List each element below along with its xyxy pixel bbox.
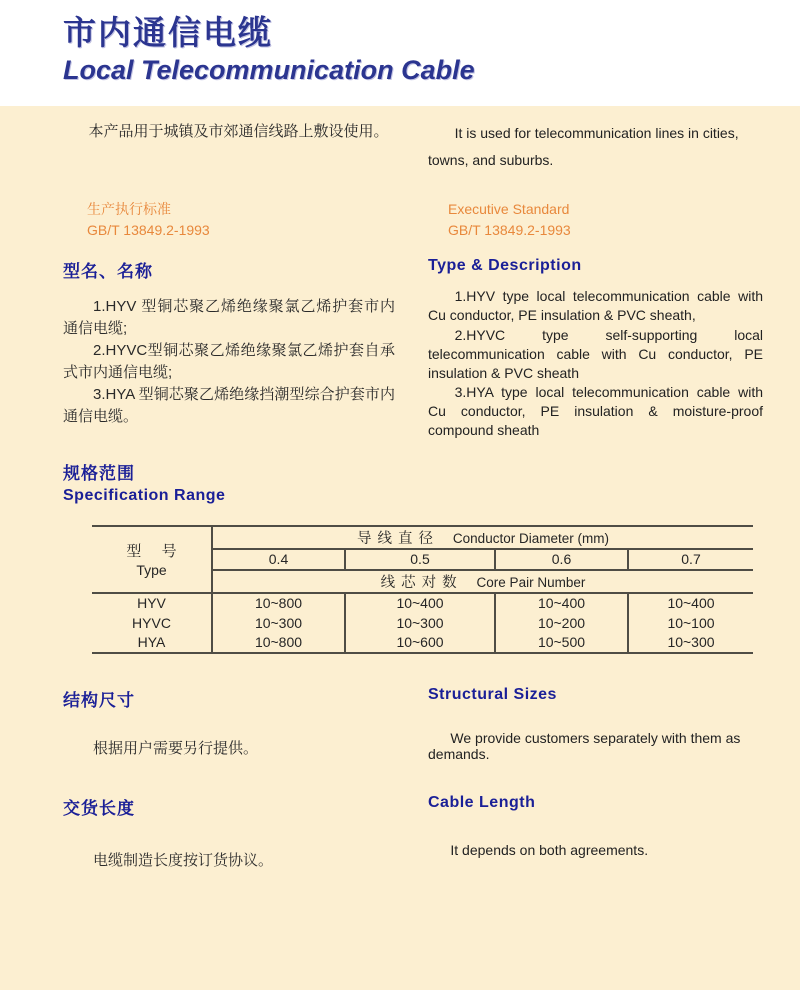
structural-section-cn	[63, 686, 395, 758]
pair-range-cell: 10~400	[628, 593, 753, 613]
diameter-header-cell	[212, 526, 753, 549]
specification-table	[92, 525, 753, 654]
pair-range-cell: 10~500	[495, 633, 628, 653]
pair-range-cell: 10~800	[254, 634, 303, 651]
type-item-cn: 2.HYVC型铜芯聚乙烯绝缘聚氯乙烯护套自承式市内通信电缆;	[63, 342, 395, 382]
pair-header-cn: 线芯对数	[380, 574, 463, 591]
type-column-header-en: Type	[136, 562, 167, 579]
table-header-row-diameter	[92, 526, 753, 549]
row-type-label: HYA	[92, 633, 212, 653]
spec-heading-cn: 规格范围	[63, 463, 135, 483]
structural-body-en: We provide customers separately with them as demands.	[428, 729, 741, 762]
pair-range-cell: 10~400	[495, 593, 628, 613]
type-items-en	[428, 287, 763, 440]
standard-row	[0, 199, 800, 241]
intro-row	[0, 120, 800, 173]
diameter-value: 0.4	[212, 549, 345, 570]
type-heading-en: Type & Description	[428, 257, 582, 275]
row-type-label: HYVC	[92, 613, 212, 633]
type-item-en: 3.HYA type local telecommunication cable with Cu conductor, PE insulation & moisture-proof compound sheath	[428, 384, 763, 439]
diameter-header-cn: 导线直径	[357, 530, 440, 547]
pair-header-en: Core Pair Number	[476, 574, 586, 590]
type-column-header-cn: 型 号	[126, 543, 185, 561]
type-item-en: 2.HYVC type self-supporting local telecommunication cable with Cu conductor, PE insulation & PVC sheath	[428, 326, 763, 381]
page-title-chinese: 市内通信电缆	[63, 14, 273, 51]
pair-range-cell: 10~800	[254, 595, 303, 612]
type-column-header	[92, 526, 212, 593]
diameter-value: 0.7	[628, 549, 753, 570]
structural-sizes-row	[0, 686, 800, 762]
spec-range-heading	[63, 459, 800, 505]
table-row	[92, 593, 753, 613]
pair-range-cell: 10~100	[628, 613, 753, 633]
structural-heading-cn: 结构尺寸	[63, 690, 135, 710]
type-description-row	[0, 257, 800, 440]
pair-range-cell: 10~200	[495, 613, 628, 633]
diameter-header-en: Conductor Diameter (mm)	[452, 530, 609, 546]
length-heading-en: Cable Length	[428, 793, 536, 811]
spec-heading-en: Specification Range	[63, 486, 226, 504]
type-items-cn	[63, 296, 395, 428]
table-row	[92, 633, 753, 653]
diameter-value: 0.5	[345, 549, 495, 570]
pair-range-cell: 10~400	[345, 593, 495, 613]
table-row	[92, 613, 753, 633]
type-item-cn: 3.HYA 型铜芯聚乙烯绝缘挡潮型综合护套市内通信电缆。	[63, 386, 395, 426]
pair-range-cell: 10~600	[345, 633, 495, 653]
standard-block-en	[428, 199, 763, 241]
length-section-cn	[63, 794, 395, 870]
cable-length-row	[0, 794, 800, 870]
pair-range-cell: 10~300	[345, 613, 495, 633]
type-section-cn	[63, 257, 395, 428]
length-section-en	[428, 794, 763, 858]
structural-section-en	[428, 686, 763, 762]
length-body-en: It depends on both agreements.	[450, 841, 649, 858]
length-body-cn: 电缆制造长度按订货协议。	[93, 851, 274, 869]
spec-table-container	[92, 525, 800, 654]
structural-body-cn: 根据用户需要另行提供。	[93, 739, 259, 757]
standard-label-cn: 生产执行标准	[87, 201, 171, 218]
standard-value-cn: GB/T 13849.2-1993	[87, 222, 210, 239]
type-item-en: 1.HYV type local telecommunication cable with Cu conductor, PE insulation & PVC sheath,	[428, 288, 763, 324]
structural-heading-en: Structural Sizes	[428, 685, 557, 703]
diameter-value: 0.6	[495, 549, 628, 570]
page-title-english: Local Telecommunication Cable	[63, 54, 475, 85]
standard-label-en: Executive Standard	[448, 201, 570, 218]
page-content	[0, 106, 800, 990]
pair-range-cell: 10~300	[628, 633, 753, 653]
page-header	[0, 0, 800, 106]
type-heading-cn: 型名、名称	[63, 262, 153, 282]
type-section-en	[428, 257, 763, 440]
intro-paragraph-cn: 本产品用于城镇及市郊通信线路上敷设使用。	[88, 123, 389, 140]
standard-value-en: GB/T 13849.2-1993	[448, 222, 571, 239]
intro-paragraph-en: It is used for telecommunication lines in cities, towns, and suburbs.	[428, 125, 739, 168]
pair-header-cell	[212, 570, 753, 593]
pair-range-cell: 10~300	[254, 614, 303, 631]
standard-block-cn	[63, 199, 395, 241]
type-item-cn: 1.HYV 型铜芯聚乙烯绝缘聚氯乙烯护套市内通信电缆;	[63, 298, 395, 338]
length-heading-cn: 交货长度	[63, 798, 135, 818]
row-type-label: HYV	[92, 593, 212, 613]
